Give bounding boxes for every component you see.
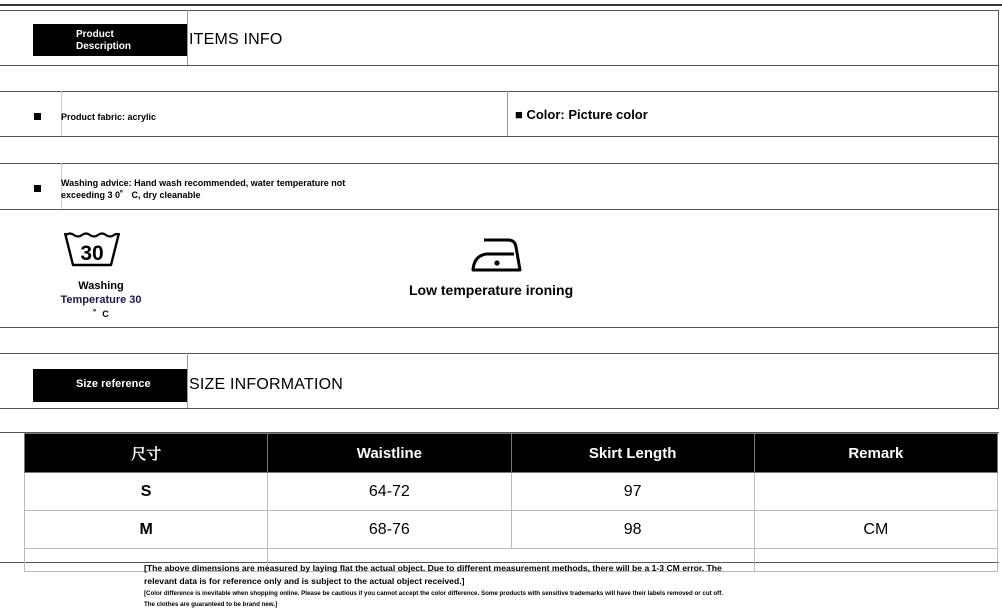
fabric-text: Product fabric: acrylic (61, 112, 157, 122)
table-cell (754, 473, 997, 511)
divider (0, 4, 1002, 6)
size-table (24, 433, 998, 572)
table-cell: 97 (511, 473, 754, 511)
table-cell: 68-76 (268, 511, 511, 549)
wash-label-line: ゜C (93, 309, 109, 319)
divider (0, 10, 999, 11)
table-cell: CM (754, 511, 997, 549)
wash-temperature-number: 30 (80, 242, 104, 265)
table-cell: 64-72 (268, 473, 511, 511)
items-info-title: ITEMS INFO (189, 31, 283, 48)
divider (0, 163, 999, 164)
tag-line: Description (76, 41, 132, 52)
table-cell: S (25, 473, 268, 511)
header-cell: Skirt Length (511, 434, 754, 473)
product-description-tag (33, 24, 187, 56)
wash-label-line: Washing (78, 280, 124, 292)
washing-advice-line: Washing advice: Hand wash recommended, water temperature not (61, 178, 346, 188)
divider (187, 10, 188, 65)
iron-label: Low temperature ironing (409, 282, 574, 298)
color-text: ■ Color: Picture color (515, 107, 648, 122)
divider (187, 353, 188, 408)
note-line: [The above dimensions are measured by laying flat the actual object. Due to different measurement methods, there will be a 1-3 CM error. The (144, 563, 722, 573)
bullet-icon (34, 185, 41, 192)
wash-tub-icon (64, 231, 120, 271)
table-cell: 98 (511, 511, 754, 549)
table-header-row (25, 434, 998, 473)
table-cell (754, 549, 997, 572)
note-line: relevant data is for reference only and is subject to the actual object received.] (144, 576, 465, 586)
divider (0, 327, 999, 328)
table-cell: M (25, 511, 268, 549)
tag-line: Product (76, 29, 114, 40)
washing-advice-line: exceeding 3 0゜ C, dry cleanable (61, 190, 201, 200)
table-row (25, 511, 998, 549)
size-reference-tag: Size reference (33, 369, 187, 402)
header-cell: Waistline (268, 434, 511, 473)
washing-advice (61, 177, 345, 201)
divider (0, 65, 999, 66)
size-information-title: SIZE INFORMATION (189, 376, 344, 393)
bullet-icon (34, 113, 41, 120)
wash-label (52, 279, 150, 321)
note-line: [Color difference is inevitable when shopping online. Please be cautious if you cannot accept the color difference. Some products with sensitive trademarks will have their labels removed or cut off. (144, 590, 724, 597)
divider (0, 408, 999, 409)
divider (0, 353, 999, 354)
divider (507, 91, 508, 136)
header-cell: 尺寸 (25, 434, 268, 473)
divider (0, 91, 999, 92)
header-cell: Remark (754, 434, 997, 473)
divider (998, 10, 999, 408)
table-row (25, 473, 998, 511)
iron-icon (470, 236, 524, 274)
note-line: The clothes are guaranteed to be brand new.] (144, 601, 278, 608)
divider (0, 209, 999, 210)
wash-label-line: Temperature 30 (60, 294, 142, 306)
divider (0, 136, 999, 137)
